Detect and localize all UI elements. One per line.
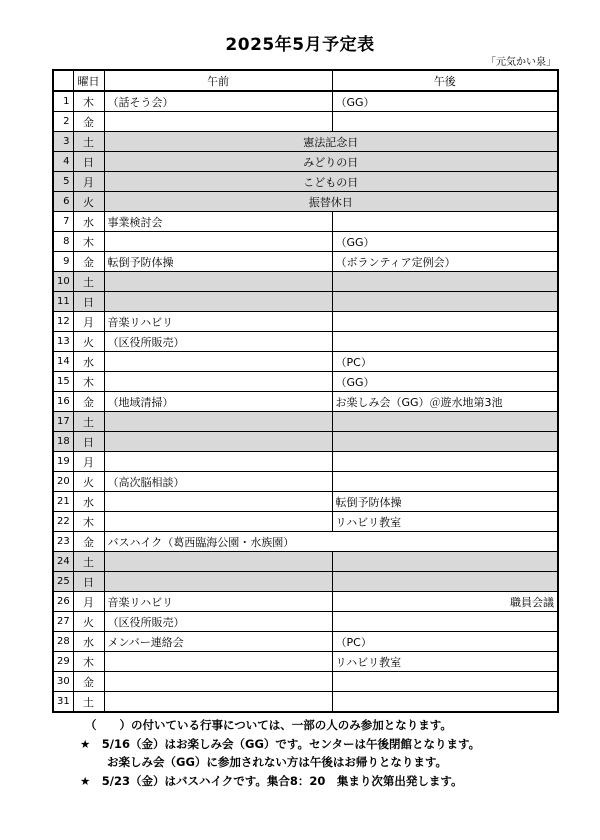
- afternoon-event-cell: （GG）: [332, 91, 558, 112]
- afternoon-event-cell: [332, 332, 558, 352]
- day-of-week-cell: 木: [73, 652, 104, 672]
- afternoon-event-cell: [332, 572, 558, 592]
- table-row: [53, 492, 558, 512]
- full-day-event-cell: 振替休日: [104, 192, 558, 212]
- afternoon-event-cell: [332, 672, 558, 692]
- day-number-cell: 22: [53, 512, 73, 532]
- header-number: [53, 70, 73, 91]
- day-of-week-cell: 土: [73, 552, 104, 572]
- morning-event-cell: 転倒予防体操: [104, 252, 332, 272]
- table-row: [53, 532, 558, 552]
- table-row: [53, 512, 558, 532]
- day-of-week-cell: 金: [73, 532, 104, 552]
- day-number-cell: 20: [53, 472, 73, 492]
- afternoon-event-cell: [332, 292, 558, 312]
- day-number-cell: 10: [53, 272, 73, 292]
- table-row: [53, 232, 558, 252]
- day-number-cell: 13: [53, 332, 73, 352]
- table-row: [53, 392, 558, 412]
- day-of-week-cell: 水: [73, 632, 104, 652]
- day-of-week-cell: 月: [73, 592, 104, 612]
- afternoon-event-cell: リハビリ教室: [332, 512, 558, 532]
- afternoon-event-cell: （ボランティア定例会）: [332, 252, 558, 272]
- afternoon-event-cell: [332, 452, 558, 472]
- table-row: [53, 552, 558, 572]
- table-row: [53, 372, 558, 392]
- morning-event-cell: （話そう会）: [104, 91, 332, 112]
- day-of-week-cell: 水: [73, 492, 104, 512]
- day-number-cell: 26: [53, 592, 73, 612]
- afternoon-event-cell: [332, 312, 558, 332]
- day-of-week-cell: 木: [73, 232, 104, 252]
- day-number-cell: 21: [53, 492, 73, 512]
- day-of-week-cell: 金: [73, 112, 104, 132]
- morning-event-cell: （区役所販売）: [104, 332, 332, 352]
- header-morning: 午前: [104, 70, 332, 91]
- day-of-week-cell: 日: [73, 292, 104, 312]
- day-of-week-cell: 土: [73, 132, 104, 152]
- morning-event-cell: [104, 492, 332, 512]
- table-row: [53, 212, 558, 232]
- afternoon-event-cell: [332, 472, 558, 492]
- day-number-cell: 28: [53, 632, 73, 652]
- table-row: [53, 592, 558, 612]
- table-row: [53, 452, 558, 472]
- day-number-cell: 5: [53, 172, 73, 192]
- note-line: ★ 5/23（金）はバスハイクです。集合8：20 集まり次第出発します。: [80, 774, 463, 788]
- day-number-cell: 4: [53, 152, 73, 172]
- day-number-cell: 17: [53, 412, 73, 432]
- table-row: [53, 432, 558, 452]
- day-number-cell: 30: [53, 672, 73, 692]
- day-number-cell: 23: [53, 532, 73, 552]
- day-of-week-cell: 月: [73, 172, 104, 192]
- day-number-cell: 7: [53, 212, 73, 232]
- schedule-body: [53, 91, 558, 712]
- morning-event-cell: [104, 672, 332, 692]
- table-row: [53, 352, 558, 372]
- day-number-cell: 19: [53, 452, 73, 472]
- header-day-of-week: 曜日: [73, 70, 104, 91]
- morning-event-cell: [104, 432, 332, 452]
- day-number-cell: 16: [53, 392, 73, 412]
- morning-event-cell: （地域清掃）: [104, 392, 332, 412]
- morning-event-cell: [104, 452, 332, 472]
- day-of-week-cell: 日: [73, 152, 104, 172]
- day-number-cell: 1: [53, 91, 73, 112]
- afternoon-event-cell: [332, 412, 558, 432]
- table-row: [53, 91, 558, 112]
- afternoon-event-cell: 職員会議: [332, 592, 558, 612]
- day-number-cell: 18: [53, 432, 73, 452]
- day-of-week-cell: 火: [73, 192, 104, 212]
- table-row: [53, 192, 558, 212]
- afternoon-event-cell: [332, 432, 558, 452]
- day-number-cell: 25: [53, 572, 73, 592]
- afternoon-event-cell: （PC）: [332, 632, 558, 652]
- table-row: [53, 312, 558, 332]
- afternoon-event-cell: お楽しみ会（GG）＠遊水地第3池: [332, 392, 558, 412]
- day-number-cell: 6: [53, 192, 73, 212]
- day-number-cell: 12: [53, 312, 73, 332]
- morning-event-cell: [104, 412, 332, 432]
- afternoon-event-cell: [332, 272, 558, 292]
- morning-event-cell: [104, 272, 332, 292]
- day-of-week-cell: 水: [73, 352, 104, 372]
- afternoon-event-cell: [332, 212, 558, 232]
- day-number-cell: 15: [53, 372, 73, 392]
- note-line: お楽しみ会（GG）に参加されない方は午後はお帰りとなります。: [107, 755, 447, 769]
- day-of-week-cell: 土: [73, 412, 104, 432]
- day-number-cell: 14: [53, 352, 73, 372]
- morning-event-cell: 音楽リハビリ: [104, 592, 332, 612]
- note-line: （ ）の付いている行事については、一部の人のみ参加となります。: [85, 718, 452, 732]
- day-of-week-cell: 土: [73, 272, 104, 292]
- morning-event-cell: 事業検討会: [104, 212, 332, 232]
- morning-event-cell: [104, 292, 332, 312]
- morning-event-cell: （区役所販売）: [104, 612, 332, 632]
- day-of-week-cell: 金: [73, 392, 104, 412]
- day-of-week-cell: 日: [73, 572, 104, 592]
- afternoon-event-cell: [332, 692, 558, 713]
- morning-event-cell: （高次脳相談）: [104, 472, 332, 492]
- day-number-cell: 27: [53, 612, 73, 632]
- full-day-event-cell: みどりの日: [104, 152, 558, 172]
- table-row: [53, 292, 558, 312]
- day-number-cell: 24: [53, 552, 73, 572]
- day-number-cell: 2: [53, 112, 73, 132]
- afternoon-event-cell: [332, 552, 558, 572]
- morning-event-cell: [104, 652, 332, 672]
- schedule-table: [52, 69, 559, 713]
- full-day-event-cell: 憲法記念日: [104, 132, 558, 152]
- table-row: [53, 412, 558, 432]
- day-of-week-cell: 火: [73, 332, 104, 352]
- table-row: [53, 672, 558, 692]
- organization-label: 「元気かい泉」: [486, 57, 556, 68]
- morning-event-cell: [104, 572, 332, 592]
- day-of-week-cell: 土: [73, 692, 104, 713]
- table-row: [53, 652, 558, 672]
- day-number-cell: 3: [53, 132, 73, 152]
- day-number-cell: 8: [53, 232, 73, 252]
- morning-event-cell: [104, 112, 332, 132]
- table-row: [53, 112, 558, 132]
- morning-event-cell: [104, 512, 332, 532]
- day-of-week-cell: 月: [73, 452, 104, 472]
- table-row: [53, 692, 558, 713]
- day-number-cell: 11: [53, 292, 73, 312]
- morning-event-cell: 音楽リハビリ: [104, 312, 332, 332]
- table-row: [53, 612, 558, 632]
- table-row: [53, 332, 558, 352]
- day-number-cell: 9: [53, 252, 73, 272]
- full-day-event-cell: こどもの日: [104, 172, 558, 192]
- afternoon-event-cell: 転倒予防体操: [332, 492, 558, 512]
- day-of-week-cell: 木: [73, 372, 104, 392]
- afternoon-event-cell: リハビリ教室: [332, 652, 558, 672]
- day-of-week-cell: 金: [73, 672, 104, 692]
- table-row: [53, 152, 558, 172]
- table-row: [53, 632, 558, 652]
- day-number-cell: 29: [53, 652, 73, 672]
- note-line: ★ 5/16（金）はお楽しみ会（GG）です。センターは午後閉館となります。: [80, 737, 481, 751]
- afternoon-event-cell: [332, 112, 558, 132]
- morning-event-cell: メンバー連絡会: [104, 632, 332, 652]
- day-of-week-cell: 木: [73, 512, 104, 532]
- morning-event-cell: [104, 692, 332, 713]
- table-header-row: [53, 70, 558, 91]
- table-row: [53, 572, 558, 592]
- day-of-week-cell: 日: [73, 432, 104, 452]
- morning-event-cell: [104, 232, 332, 252]
- table-row: [53, 272, 558, 292]
- table-row: [53, 132, 558, 152]
- morning-event-cell: [104, 372, 332, 392]
- day-of-week-cell: 金: [73, 252, 104, 272]
- day-of-week-cell: 火: [73, 472, 104, 492]
- day-of-week-cell: 木: [73, 91, 104, 112]
- afternoon-event-cell: （GG）: [332, 232, 558, 252]
- page-title: 2025年5月予定表: [225, 35, 375, 55]
- day-number-cell: 31: [53, 692, 73, 713]
- table-row: [53, 252, 558, 272]
- afternoon-event-cell: （PC）: [332, 352, 558, 372]
- header-afternoon: 午後: [332, 70, 558, 91]
- day-of-week-cell: 水: [73, 212, 104, 232]
- morning-event-cell: [104, 352, 332, 372]
- afternoon-event-cell: [332, 612, 558, 632]
- full-day-event-cell: バスハイク（葛西臨海公園・水族園）: [104, 532, 558, 552]
- table-row: [53, 172, 558, 192]
- afternoon-event-cell: （GG）: [332, 372, 558, 392]
- morning-event-cell: [104, 552, 332, 572]
- day-of-week-cell: 月: [73, 312, 104, 332]
- day-of-week-cell: 火: [73, 612, 104, 632]
- table-row: [53, 472, 558, 492]
